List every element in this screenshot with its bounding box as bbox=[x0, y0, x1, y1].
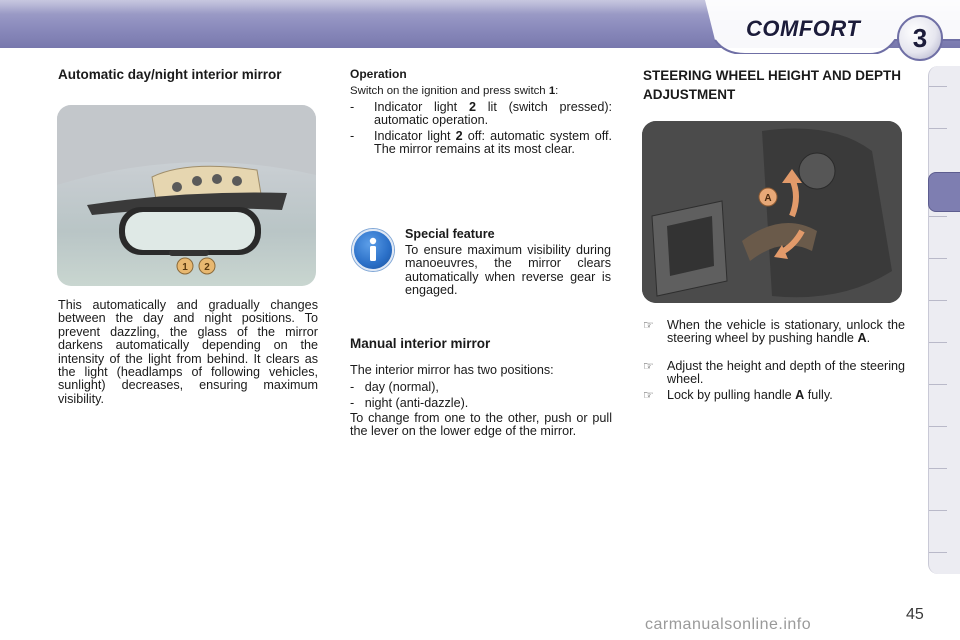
operation-item-1: - Indicator light 2 lit (switch pressed): automatic operation. bbox=[350, 100, 613, 128]
callout-2: 2 bbox=[204, 262, 210, 273]
callout-A: A bbox=[764, 193, 772, 204]
watermark: carmanualsonline.info bbox=[645, 616, 812, 633]
chapter-index-strip bbox=[928, 66, 960, 574]
manual-mirror-intro: The interior mirror has two positions: bbox=[350, 363, 554, 377]
steering-step-1: ☞ When the vehicle is stationary, unlock the steering wheel by pushing handle A. bbox=[643, 318, 905, 346]
manual-position-item: - night (anti-dazzle). bbox=[350, 396, 469, 410]
info-icon bbox=[352, 229, 394, 271]
manual-mirror-description: To change from one to the other, push or pull the lever on the lower edge of the mirror. bbox=[350, 411, 612, 439]
section-title-steering: STEERING WHEEL HEIGHT AND DEPTH ADJUSTMENT bbox=[643, 68, 902, 102]
page-number: 45 bbox=[906, 606, 924, 623]
steering-photo bbox=[642, 121, 902, 303]
operation-item-2: - Indicator light 2 off: automatic system off. The mirror remains at its most clear. bbox=[350, 129, 613, 157]
section-title-manual-mirror: Manual interior mirror bbox=[350, 336, 491, 351]
manual-position-item: - day (normal), bbox=[350, 380, 439, 394]
section-title-auto-mirror: Automatic day/night interior mirror bbox=[58, 67, 282, 82]
special-feature-title: Special feature bbox=[405, 227, 495, 241]
mirror-illustration bbox=[57, 105, 316, 286]
steering-step-3: ☞ Lock by pulling handle A fully. bbox=[643, 388, 833, 402]
chapter-title: COMFORT bbox=[746, 16, 861, 41]
mirror-photo bbox=[57, 105, 316, 286]
chapter-index-tab-active[interactable] bbox=[928, 172, 960, 212]
steering-illustration bbox=[642, 121, 902, 303]
special-feature-body: To ensure maximum visibility during manoeuvres, the mirror clears automatically when reverse gear is engaged. bbox=[405, 243, 611, 298]
operation-intro: Switch on the ignition and press switch 1: bbox=[350, 85, 559, 97]
auto-mirror-description: This automatically and gradually changes between the day and night positions. To prevent dazzling, the glass of the mirror darkens automatically depending on the intensity of the light from behind. It clears as the light (headlamps of following vehicles, sunlight) decreases, ensuring maximum visibility. bbox=[58, 298, 318, 406]
operation-title: Operation bbox=[350, 67, 407, 81]
chapter-number-badge: 3 bbox=[897, 15, 943, 61]
steering-step-2: ☞ Adjust the height and depth of the steering wheel. bbox=[643, 359, 905, 387]
callout-1: 1 bbox=[182, 262, 188, 273]
